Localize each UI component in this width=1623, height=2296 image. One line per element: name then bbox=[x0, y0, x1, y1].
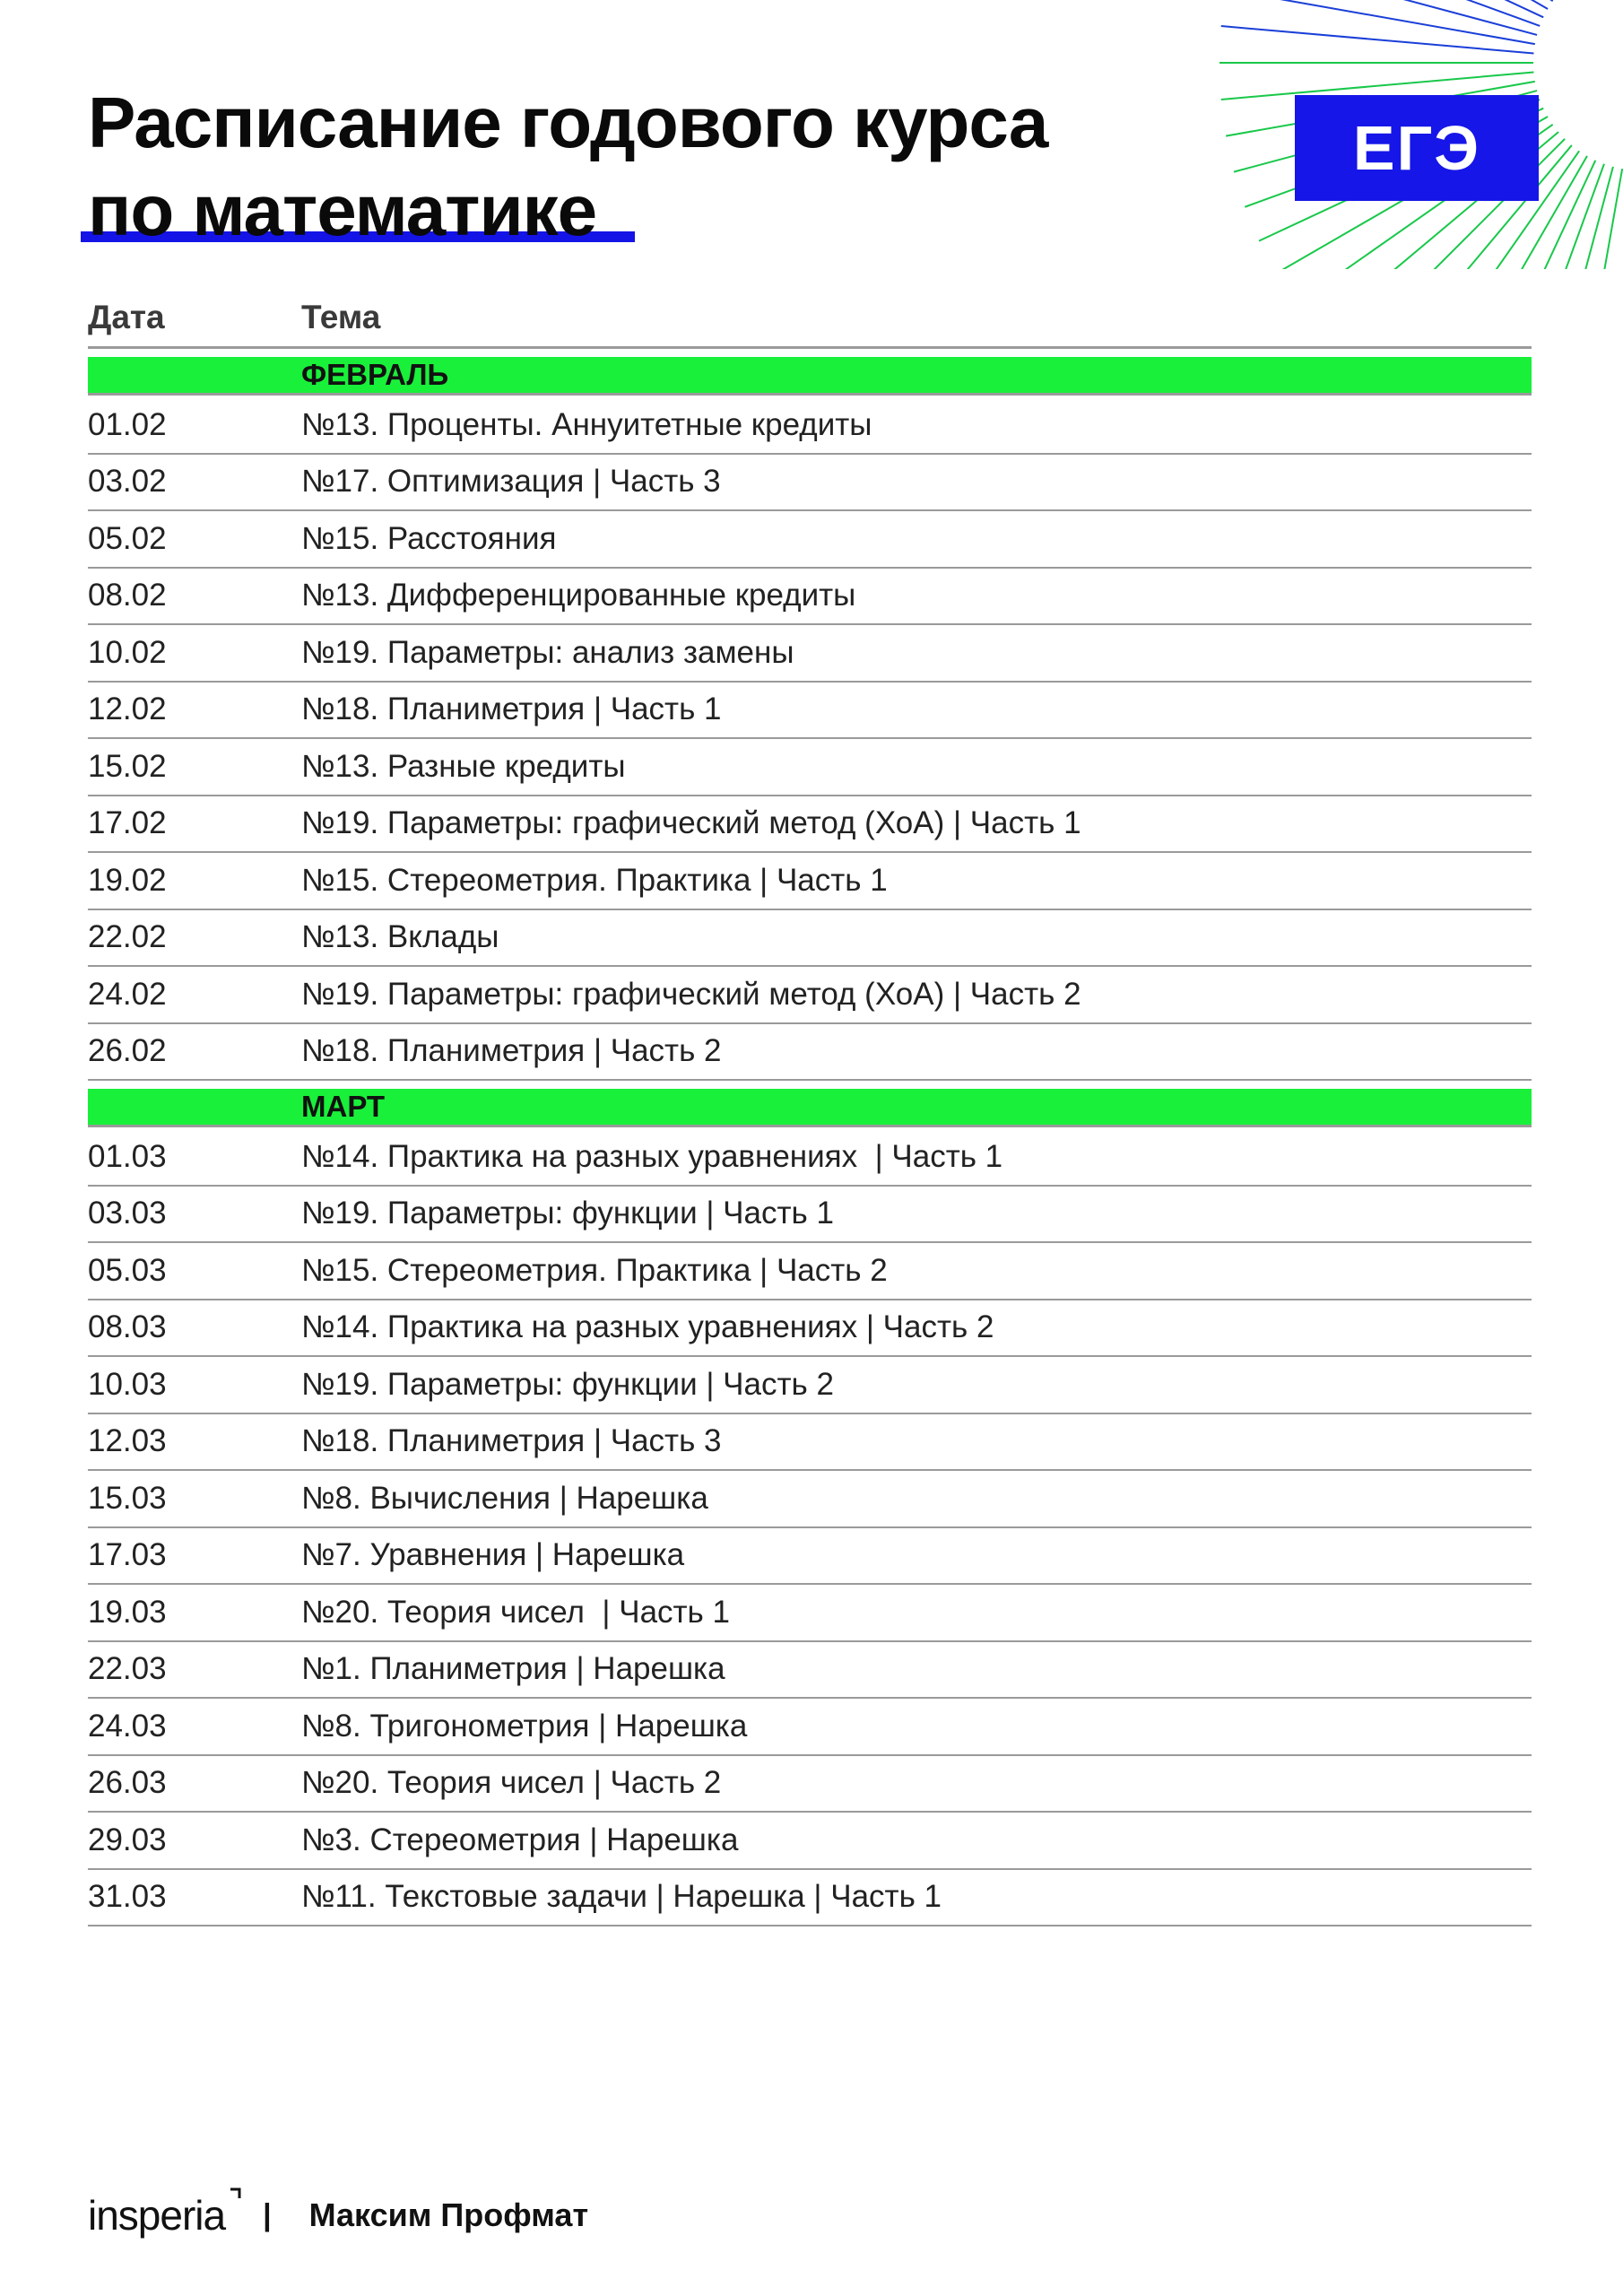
table-header bbox=[88, 289, 1532, 349]
lesson-topic: №15. Стереометрия. Практика | Часть 2 bbox=[301, 1252, 888, 1288]
lesson-date: 03.02 bbox=[88, 464, 167, 500]
title-line-1: Расписание годового курса bbox=[88, 83, 1048, 162]
lesson-topic: №18. Планиметрия | Часть 1 bbox=[301, 691, 722, 727]
table-row bbox=[88, 1756, 1532, 1813]
lesson-topic: №8. Вычисления | Нарешка bbox=[301, 1480, 708, 1516]
lesson-topic: №17. Оптимизация | Часть 3 bbox=[301, 464, 721, 500]
table-row bbox=[88, 1813, 1532, 1870]
lesson-date: 03.03 bbox=[88, 1196, 167, 1231]
lesson-topic: №8. Тригонометрия | Нарешка bbox=[301, 1708, 748, 1744]
lesson-date: 08.03 bbox=[88, 1309, 167, 1345]
lesson-topic: №3. Стереометрия | Нарешка bbox=[301, 1822, 739, 1857]
table-row bbox=[88, 455, 1532, 512]
lesson-topic: №20. Теория чисел | Часть 2 bbox=[301, 1765, 722, 1801]
lesson-date: 15.02 bbox=[88, 748, 167, 784]
exam-badge: ЕГЭ bbox=[1295, 95, 1539, 201]
table-row bbox=[88, 511, 1532, 569]
schedule-table bbox=[88, 289, 1532, 1926]
lesson-topic: №7. Уравнения | Нарешка bbox=[301, 1537, 685, 1573]
month-name: ФЕВРАЛЬ bbox=[301, 358, 449, 391]
sunburst-ray bbox=[1221, 26, 1534, 54]
table-row bbox=[88, 1870, 1532, 1927]
lesson-topic: №19. Параметры: функции | Часть 1 bbox=[301, 1196, 834, 1231]
table-row bbox=[88, 569, 1532, 626]
lesson-topic: №13. Разные кредиты bbox=[301, 748, 626, 784]
lesson-date: 19.03 bbox=[88, 1594, 167, 1630]
lesson-topic: №15. Расстояния bbox=[301, 520, 557, 556]
month-name: МАРТ bbox=[301, 1090, 386, 1123]
lesson-date: 01.02 bbox=[88, 406, 167, 442]
table-row bbox=[88, 739, 1532, 796]
lesson-date: 08.02 bbox=[88, 578, 167, 613]
lesson-topic: №13. Вклады bbox=[301, 919, 499, 955]
table-row bbox=[88, 1300, 1532, 1358]
lesson-topic: №15. Стереометрия. Практика | Часть 1 bbox=[301, 862, 888, 898]
insperia-logo bbox=[88, 2191, 225, 2239]
lesson-date: 24.03 bbox=[88, 1708, 167, 1744]
lesson-topic: №11. Текстовые задачи | Нарешка | Часть 1 bbox=[301, 1879, 942, 1915]
table-row bbox=[88, 1528, 1532, 1586]
table-row bbox=[88, 910, 1532, 968]
lesson-topic: №13. Дифференцированные кредиты bbox=[301, 578, 856, 613]
table-row bbox=[88, 1357, 1532, 1414]
table-row bbox=[88, 796, 1532, 854]
table-row bbox=[88, 1585, 1532, 1642]
lesson-date: 05.03 bbox=[88, 1252, 167, 1288]
table-row bbox=[88, 1187, 1532, 1244]
logo-arrow-icon bbox=[229, 2187, 241, 2200]
lesson-date: 17.02 bbox=[88, 805, 167, 841]
lesson-date: 15.03 bbox=[88, 1480, 167, 1516]
sunburst-ray bbox=[1245, 0, 1540, 26]
lesson-topic: №14. Практика на разных уравнениях | Часть 2 bbox=[301, 1309, 994, 1345]
lesson-date: 10.02 bbox=[88, 634, 167, 670]
author-name: Максим Профмат bbox=[308, 2196, 589, 2233]
footer bbox=[88, 2188, 588, 2242]
lesson-date: 12.03 bbox=[88, 1423, 167, 1459]
lesson-topic: №18. Планиметрия | Часть 3 bbox=[301, 1423, 722, 1459]
table-row bbox=[88, 1129, 1532, 1187]
table-row bbox=[88, 853, 1532, 910]
sunburst-ray bbox=[1296, 0, 1553, 1]
column-header-topic: Тема bbox=[301, 299, 381, 335]
lesson-date: 26.02 bbox=[88, 1033, 167, 1069]
lesson-topic: №19. Параметры: функции | Часть 2 bbox=[301, 1366, 834, 1402]
lesson-date: 29.03 bbox=[88, 1822, 167, 1857]
lesson-topic: №18. Планиметрия | Часть 2 bbox=[301, 1033, 722, 1069]
table-row bbox=[88, 683, 1532, 740]
table-row bbox=[88, 1471, 1532, 1528]
lesson-topic: №13. Проценты. Аннуитетные кредиты bbox=[301, 406, 872, 442]
lesson-date: 22.03 bbox=[88, 1651, 167, 1687]
lesson-date: 31.03 bbox=[88, 1879, 167, 1915]
table-row bbox=[88, 1642, 1532, 1700]
column-header-date: Дата bbox=[88, 299, 165, 335]
table-body bbox=[88, 357, 1532, 1926]
title-line-2: по математике bbox=[88, 170, 597, 250]
lesson-topic: №19. Параметры: графический метод (ХоА) | Часть 2 bbox=[301, 976, 1081, 1012]
lesson-date: 26.03 bbox=[88, 1765, 167, 1801]
month-header-row bbox=[88, 1089, 1532, 1127]
table-row bbox=[88, 1024, 1532, 1082]
lesson-topic: №19. Параметры: анализ замены bbox=[301, 634, 794, 670]
table-row bbox=[88, 625, 1532, 683]
lesson-date: 17.03 bbox=[88, 1537, 167, 1573]
lesson-date: 24.02 bbox=[88, 976, 167, 1012]
lesson-date: 10.03 bbox=[88, 1366, 167, 1402]
page-title bbox=[88, 79, 1164, 255]
lesson-date: 12.02 bbox=[88, 691, 167, 727]
table-row bbox=[88, 967, 1532, 1024]
sunburst-ray bbox=[1567, 169, 1622, 269]
table-row bbox=[88, 1414, 1532, 1472]
table-row bbox=[88, 1243, 1532, 1300]
lesson-date: 22.02 bbox=[88, 919, 167, 955]
table-row bbox=[88, 397, 1532, 455]
month-header-row bbox=[88, 357, 1532, 396]
lesson-topic: №20. Теория чисел | Часть 1 bbox=[301, 1594, 730, 1630]
lesson-topic: №19. Параметры: графический метод (ХоА) | Часть 1 bbox=[301, 805, 1081, 841]
lesson-topic: №14. Практика на разных уравнениях | Часть 1 bbox=[301, 1138, 1003, 1174]
logo-text: insperia bbox=[88, 2192, 226, 2239]
lesson-date: 01.03 bbox=[88, 1138, 167, 1174]
table-row bbox=[88, 1699, 1532, 1756]
lesson-date: 19.02 bbox=[88, 862, 167, 898]
lesson-date: 05.02 bbox=[88, 520, 167, 556]
lesson-topic: №1. Планиметрия | Нарешка bbox=[301, 1651, 725, 1687]
footer-separator: | bbox=[263, 2197, 272, 2232]
